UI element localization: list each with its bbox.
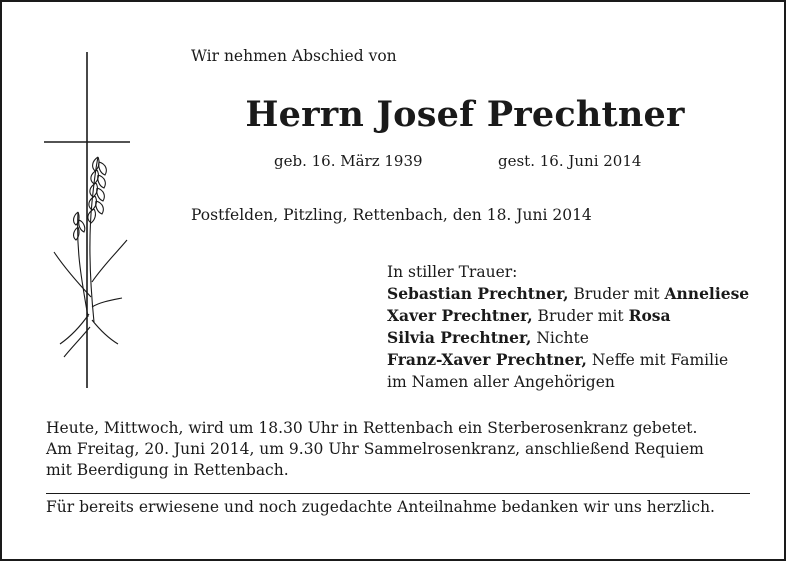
mourner-row — [387, 305, 749, 327]
mourner-row — [387, 349, 749, 371]
mourners-closing: im Namen aller Angehörigen — [387, 373, 615, 391]
mourner-relation: Bruder mit — [532, 307, 629, 325]
thanks-text: Für bereits erwiesene und noch zugedachte Anteilnahme bedanken wir uns herzlich. — [46, 498, 715, 516]
mourner-row — [387, 327, 749, 349]
mourner-relation: Bruder mit — [568, 285, 665, 303]
place-and-date: Postfelden, Pitzling, Rettenbach, den 18. Juni 2014 — [191, 206, 592, 224]
mourners-heading: In stiller Trauer: — [387, 263, 518, 281]
announcement-line: Am Freitag, 20. Juni 2014, um 9.30 Uhr Sammelrosenkranz, anschließend Requiem — [46, 440, 704, 458]
mourner-partner: Rosa — [628, 306, 671, 325]
mourner-name: Sebastian Prechtner, — [387, 284, 569, 303]
mourners-block — [387, 261, 749, 393]
mourner-relation: Neffe mit Familie — [586, 351, 729, 369]
intro-text: Wir nehmen Abschied von — [191, 47, 397, 65]
birth-date: geb. 16. März 1939 — [274, 152, 423, 170]
announcement-line: mit Beerdigung in Rettenbach. — [46, 461, 289, 479]
mourner-row — [387, 283, 749, 305]
mourner-name: Franz-Xaver Prechtner, — [387, 350, 587, 369]
divider — [46, 493, 750, 494]
mourner-relation: Nichte — [531, 329, 589, 347]
deceased-name: Herrn Josef Prechtner — [245, 94, 685, 135]
mourner-partner: Anneliese — [664, 284, 750, 303]
mourner-name: Xaver Prechtner, — [387, 306, 533, 325]
death-date: gest. 16. Juni 2014 — [498, 152, 642, 170]
mourner-name: Silvia Prechtner, — [387, 328, 532, 347]
announcement-line: Heute, Mittwoch, wird um 18.30 Uhr in Rettenbach ein Sterberosenkranz gebetet. — [46, 419, 698, 437]
service-announcement — [46, 418, 756, 481]
